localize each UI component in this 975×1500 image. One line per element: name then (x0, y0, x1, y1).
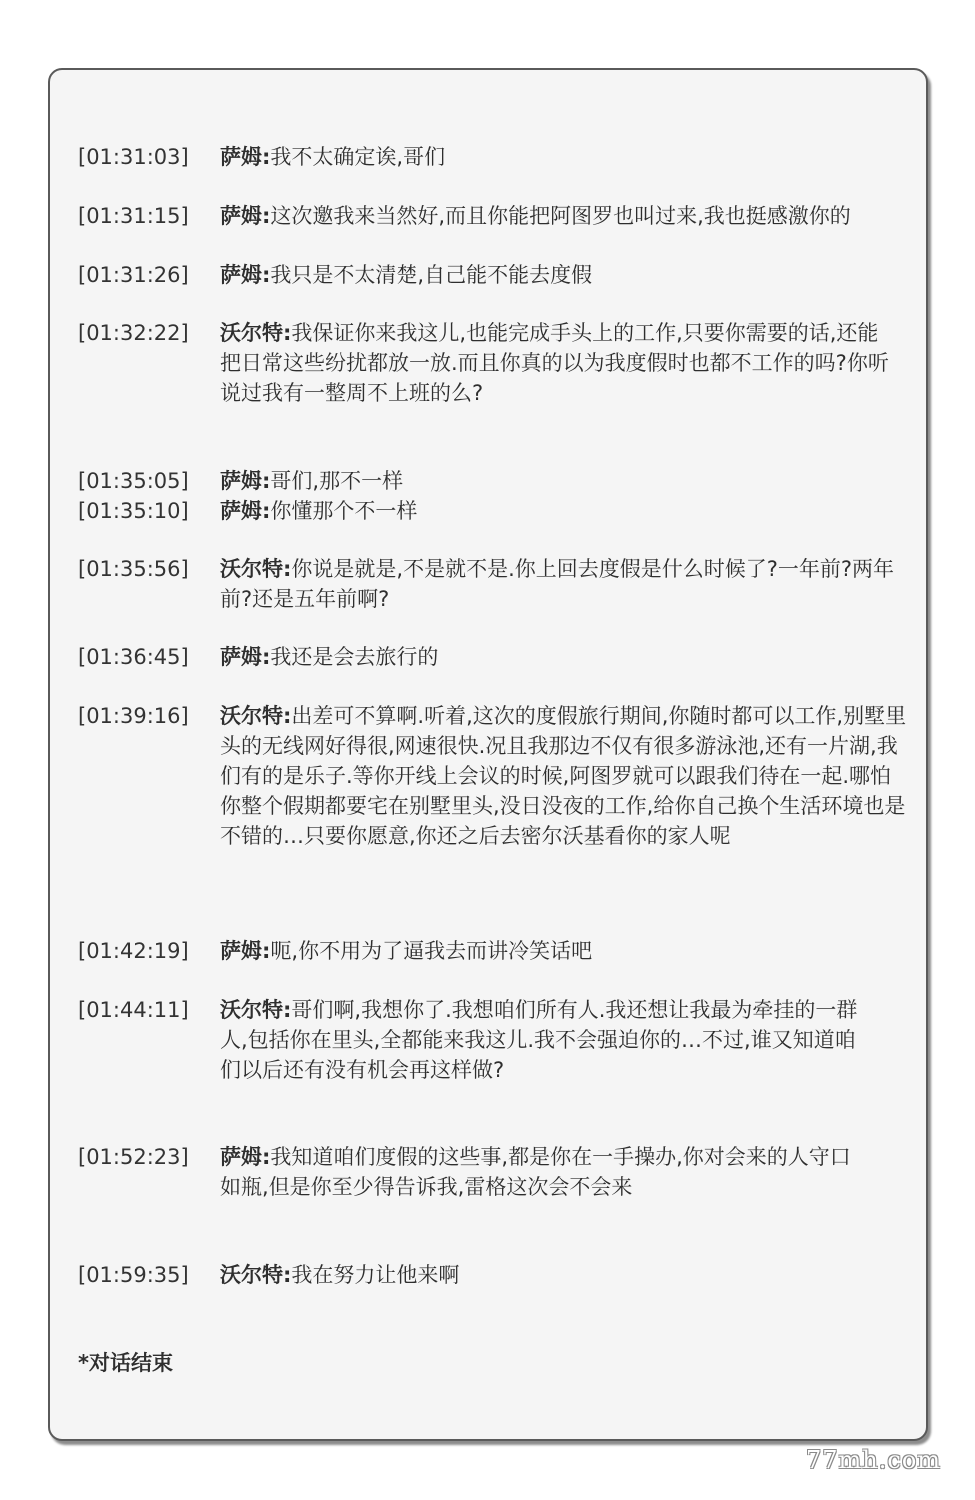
timestamp: [01:44:11] (78, 998, 189, 1022)
speaker-name: 沃尔特: (220, 998, 292, 1022)
message (220, 496, 920, 526)
message-text: 哥们,那不一样 (270, 469, 404, 493)
message-text: 这次邀我来当然好,而且你能把阿图罗也叫过来,我也挺感激你的 (270, 204, 851, 228)
message (220, 142, 920, 172)
speaker-name: 萨姆: (220, 263, 271, 287)
message-text: 你懂那个不一样 (270, 499, 418, 523)
message-text: 我在努力让他来啊 (291, 1263, 460, 1287)
speaker-name: 沃尔特: (220, 704, 292, 728)
message-text: 我只是不太清楚,自己能不能去度假 (270, 263, 593, 287)
message (220, 201, 920, 231)
message (220, 1260, 920, 1290)
timestamp: [01:42:19] (78, 939, 189, 963)
speaker-name: 沃尔特: (220, 1263, 292, 1287)
message (220, 936, 920, 966)
speaker-name: 萨姆: (220, 645, 271, 669)
message (220, 995, 875, 1085)
message-text: 你说是就是,不是就不是.你上回去度假是什么时候了?一年前?两年前?还是五年前啊? (220, 557, 895, 611)
speaker-name: 萨姆: (220, 1145, 271, 1169)
timestamp: [01:35:05] (78, 469, 189, 493)
end-of-conversation-note: *对话结束 (78, 1351, 173, 1375)
message (220, 642, 920, 672)
timestamp: [01:31:03] (78, 145, 189, 169)
speaker-name: 沃尔特: (220, 321, 292, 345)
timestamp: [01:35:56] (78, 557, 189, 581)
message (220, 260, 920, 290)
message (220, 466, 920, 496)
timestamp: [01:36:45] (78, 645, 189, 669)
speaker-name: 萨姆: (220, 469, 271, 493)
message (220, 318, 895, 408)
speaker-name: 萨姆: (220, 145, 271, 169)
message-text: 出差可不算啊.听着,这次的度假旅行期间,你随时都可以工作,别墅里头的无线网好得很,网速很快.况且我那边不仅有很多游泳池,还有一片湖,我们有的是乐子.等你开线上会议的时候,阿图罗就可以跟我们待在一起.哪怕你整个假期都要宅在别墅里头,没日没夜的工作,给你自己换个生活环境也是不错的…只要你愿意,你还之后去密尔沃基看你的家人呢 (220, 704, 907, 848)
message (220, 1142, 870, 1202)
site-watermark: 77mh.com (806, 1446, 942, 1474)
timestamp: [01:39:16] (78, 704, 189, 728)
timestamp: [01:59:35] (78, 1263, 189, 1287)
speaker-name: 沃尔特: (220, 557, 292, 581)
speaker-name: 萨姆: (220, 939, 271, 963)
timestamp: [01:35:10] (78, 499, 189, 523)
timestamp: [01:31:15] (78, 204, 189, 228)
message (220, 701, 910, 851)
timestamp: [01:32:22] (78, 321, 189, 345)
message-text: 我知道咱们度假的这些事,都是你在一手操办,你对会来的人守口如瓶,但是你至少得告诉我,雷格这次会不会来 (220, 1145, 851, 1199)
message-text: 我还是会去旅行的 (270, 645, 439, 669)
speaker-name: 萨姆: (220, 499, 271, 523)
speaker-name: 萨姆: (220, 204, 271, 228)
message-text: 呃,你不用为了逼我去而讲冷笑话吧 (270, 939, 593, 963)
message-text: 我保证你来我这儿,也能完成手头上的工作,只要你需要的话,还能把日常这些纷扰都放一放.而且你真的以为我度假时也都不工作的吗?你听说过我有一整周不上班的么? (220, 321, 889, 405)
message-text: 哥们啊,我想你了.我想咱们所有人.我还想让我最为牵挂的一群人,包括你在里头,全都能来我这儿.我不会强迫你的…不过,谁又知道咱们以后还有没有机会再这样做? (220, 998, 858, 1082)
timestamp: [01:31:26] (78, 263, 189, 287)
message-text: 我不太确定诶,哥们 (270, 145, 446, 169)
message (220, 554, 920, 614)
timestamp: [01:52:23] (78, 1145, 189, 1169)
